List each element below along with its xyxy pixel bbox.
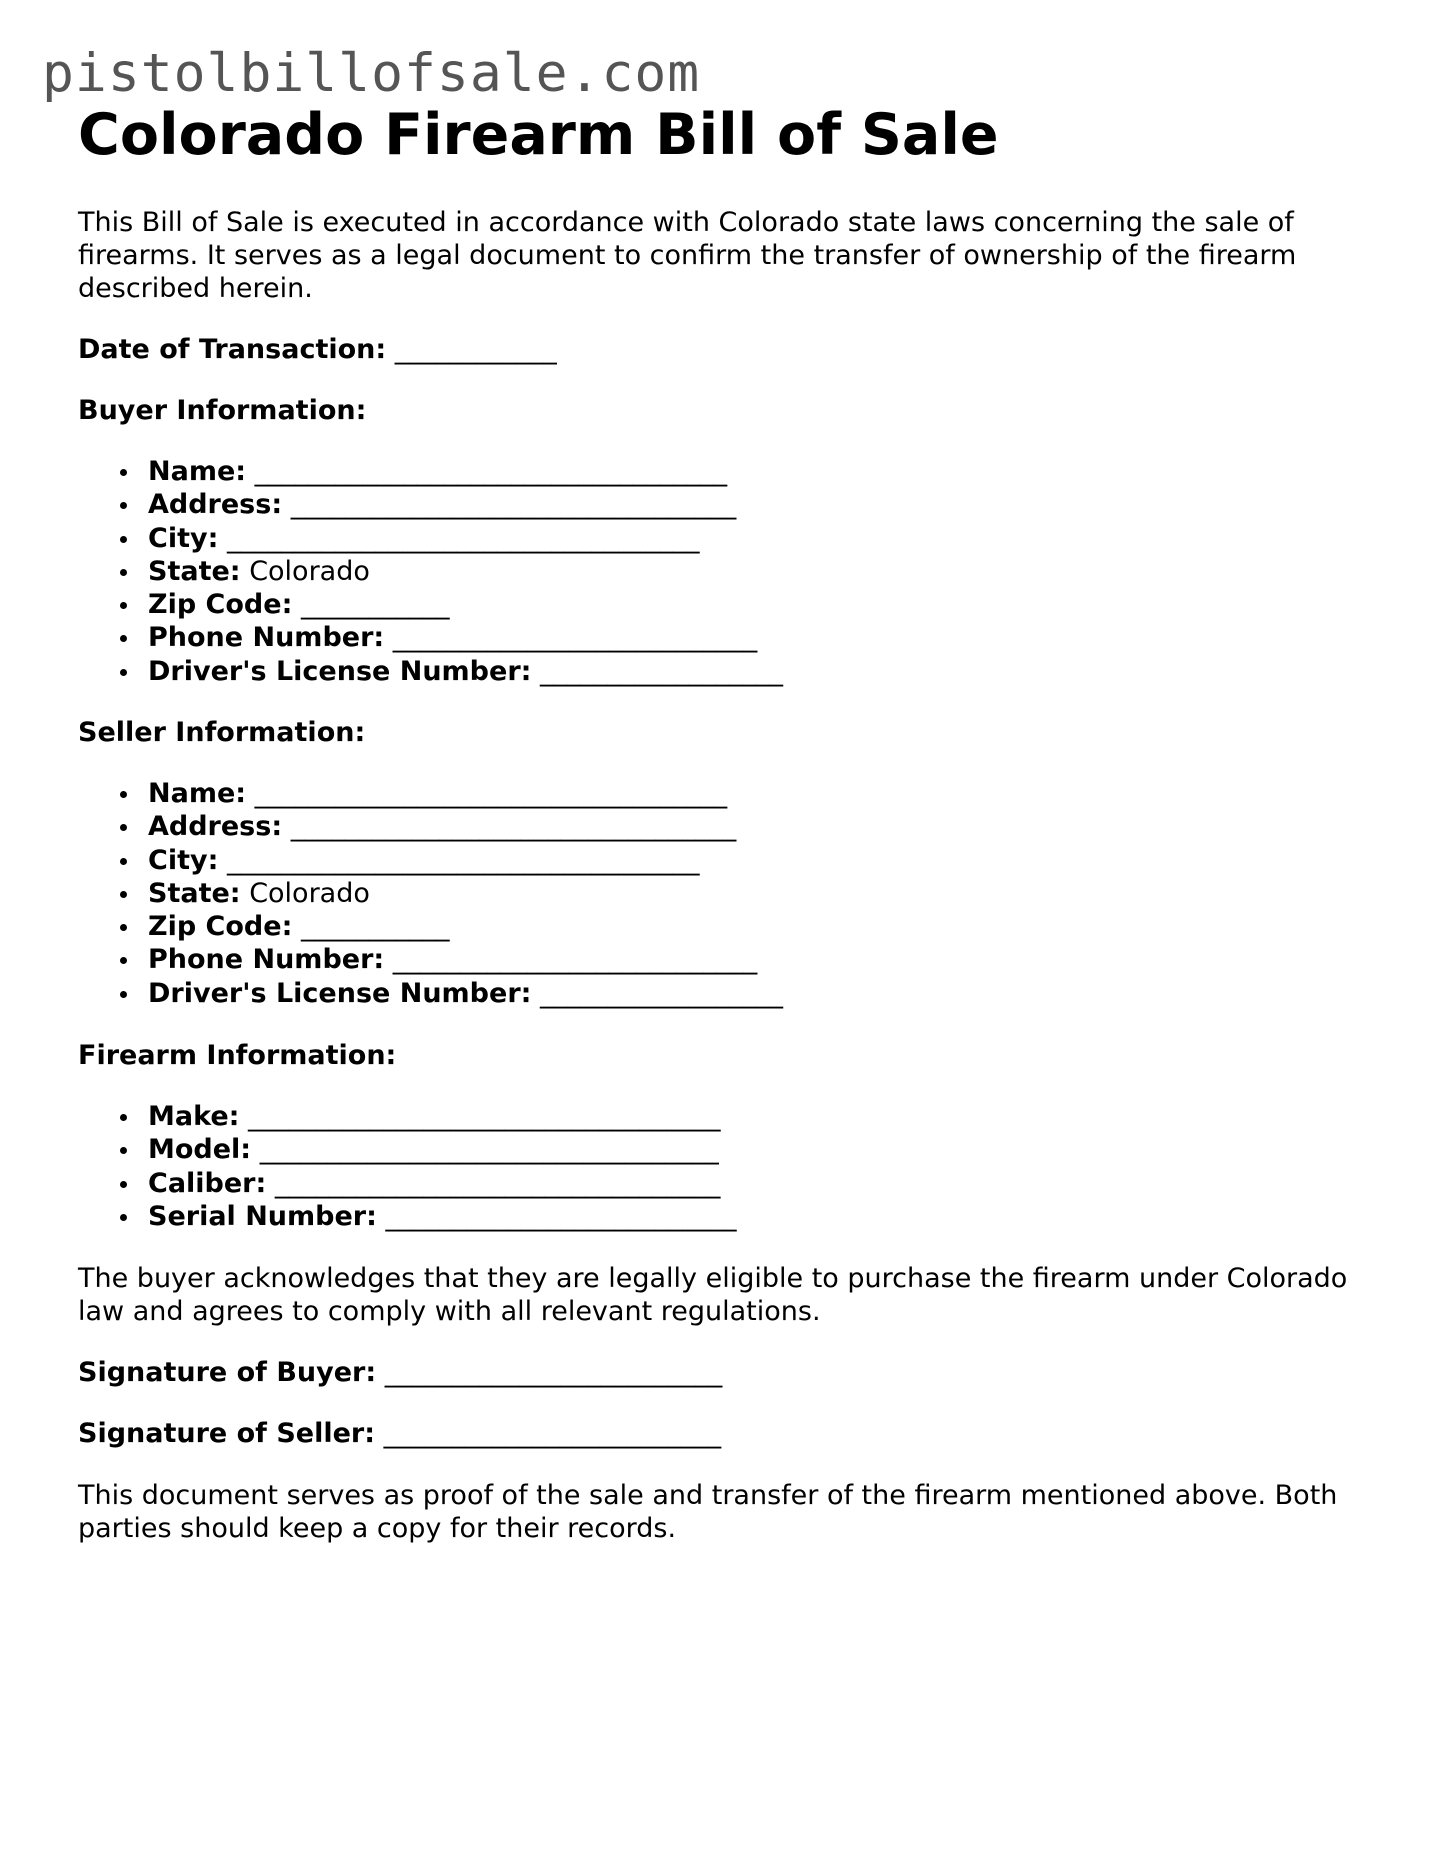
field-blank: ___________________________________ (226, 522, 700, 554)
buyer-heading: Buyer Information: (78, 395, 367, 426)
watermark: pistolbillofsale.com (42, 43, 701, 104)
field-blank: ___________ (300, 911, 450, 943)
field-blank: _________________________________ (274, 1167, 721, 1199)
field-label: Driver's License Number: (148, 655, 532, 687)
buyer-fields (78, 455, 783, 688)
seller-license-item (78, 977, 783, 1010)
seller-name-item (78, 777, 783, 810)
field-value: Colorado (249, 555, 370, 587)
firearm-model-item (78, 1133, 737, 1166)
closing-paragraph: This document serves as proof of the sale and transfer of the firearm mentioned above. Both parties should keep a copy for their records. (78, 1480, 1338, 1544)
seller-signature-label: Signature of Seller: (78, 1418, 376, 1449)
date-of-transaction (78, 333, 557, 366)
field-label: Phone Number: (148, 944, 385, 976)
seller-signature (78, 1417, 721, 1450)
buyer-signature (78, 1356, 722, 1389)
firearm-serial-item (78, 1200, 737, 1233)
field-label: Zip Code: (148, 911, 293, 943)
field-label: Name: (148, 456, 247, 487)
field-label: Phone Number: (148, 622, 385, 654)
firearm-caliber-item (78, 1167, 737, 1200)
field-label: Caliber: (148, 1167, 267, 1199)
buyer-signature-label: Signature of Buyer: (78, 1357, 377, 1388)
seller-phone-item (78, 943, 783, 976)
intro-paragraph: This Bill of Sale is executed in accordance with Colorado state laws concerning the sale of firearms. It serves as a legal document to confirm the transfer of ownership of the firearm described herein. (78, 207, 1297, 304)
seller-fields (78, 777, 783, 1010)
seller-heading: Seller Information: (78, 717, 366, 748)
seller-city-item (78, 844, 783, 877)
field-label: State: (148, 877, 241, 909)
field-value: Colorado (249, 877, 370, 909)
field-blank: ___________________________________ (254, 456, 728, 487)
field-label: Model: (148, 1134, 252, 1166)
field-blank: ___________________________________ (226, 844, 700, 876)
buyer-address-item (78, 488, 783, 521)
date-label: Date of Transaction: (78, 334, 387, 365)
field-blank: __________________________ (385, 1200, 737, 1232)
date-blank: ____________ (394, 334, 557, 365)
buyer-license-item (78, 655, 783, 688)
field-label: City: (148, 522, 219, 554)
field-label: Name: (148, 778, 247, 809)
firearm-make-item (78, 1100, 737, 1133)
page-title: Colorado Firearm Bill of Sale (78, 102, 999, 168)
buyer-signature-blank: _________________________ (384, 1357, 723, 1388)
field-blank: _________________________________ (290, 811, 737, 843)
field-blank: ___________________________________ (248, 1101, 721, 1132)
buyer-name-item (78, 455, 783, 488)
field-blank: ___________________________ (392, 944, 758, 976)
field-blank: ___________ (300, 589, 450, 621)
field-blank: ___________________________ (392, 622, 758, 654)
buyer-zip-item (78, 588, 783, 621)
acknowledgment-paragraph: The buyer acknowledges that they are legally eligible to purchase the firearm under Colorado law and agrees to comply with all relevant regulations. (78, 1263, 1348, 1327)
field-label: Address: (148, 489, 283, 521)
field-blank: __________________________________ (259, 1134, 719, 1166)
buyer-city-item (78, 522, 783, 555)
field-label: Make: (148, 1101, 240, 1132)
seller-zip-item (78, 910, 783, 943)
seller-address-item (78, 810, 783, 843)
field-label: City: (148, 844, 219, 876)
seller-state-item (78, 877, 783, 910)
buyer-phone-item (78, 621, 783, 654)
field-label: Driver's License Number: (148, 977, 532, 1009)
field-blank: __________________ (540, 655, 784, 687)
seller-signature-blank: _________________________ (383, 1418, 722, 1449)
field-label: Zip Code: (148, 589, 293, 621)
firearm-fields (78, 1100, 737, 1233)
buyer-state-item (78, 555, 783, 588)
field-blank: _________________________________ (290, 489, 737, 521)
field-blank: __________________ (540, 977, 784, 1009)
firearm-heading: Firearm Information: (78, 1040, 397, 1071)
field-blank: ___________________________________ (254, 778, 728, 809)
field-label: State: (148, 555, 241, 587)
field-label: Serial Number: (148, 1200, 377, 1232)
field-label: Address: (148, 811, 283, 843)
